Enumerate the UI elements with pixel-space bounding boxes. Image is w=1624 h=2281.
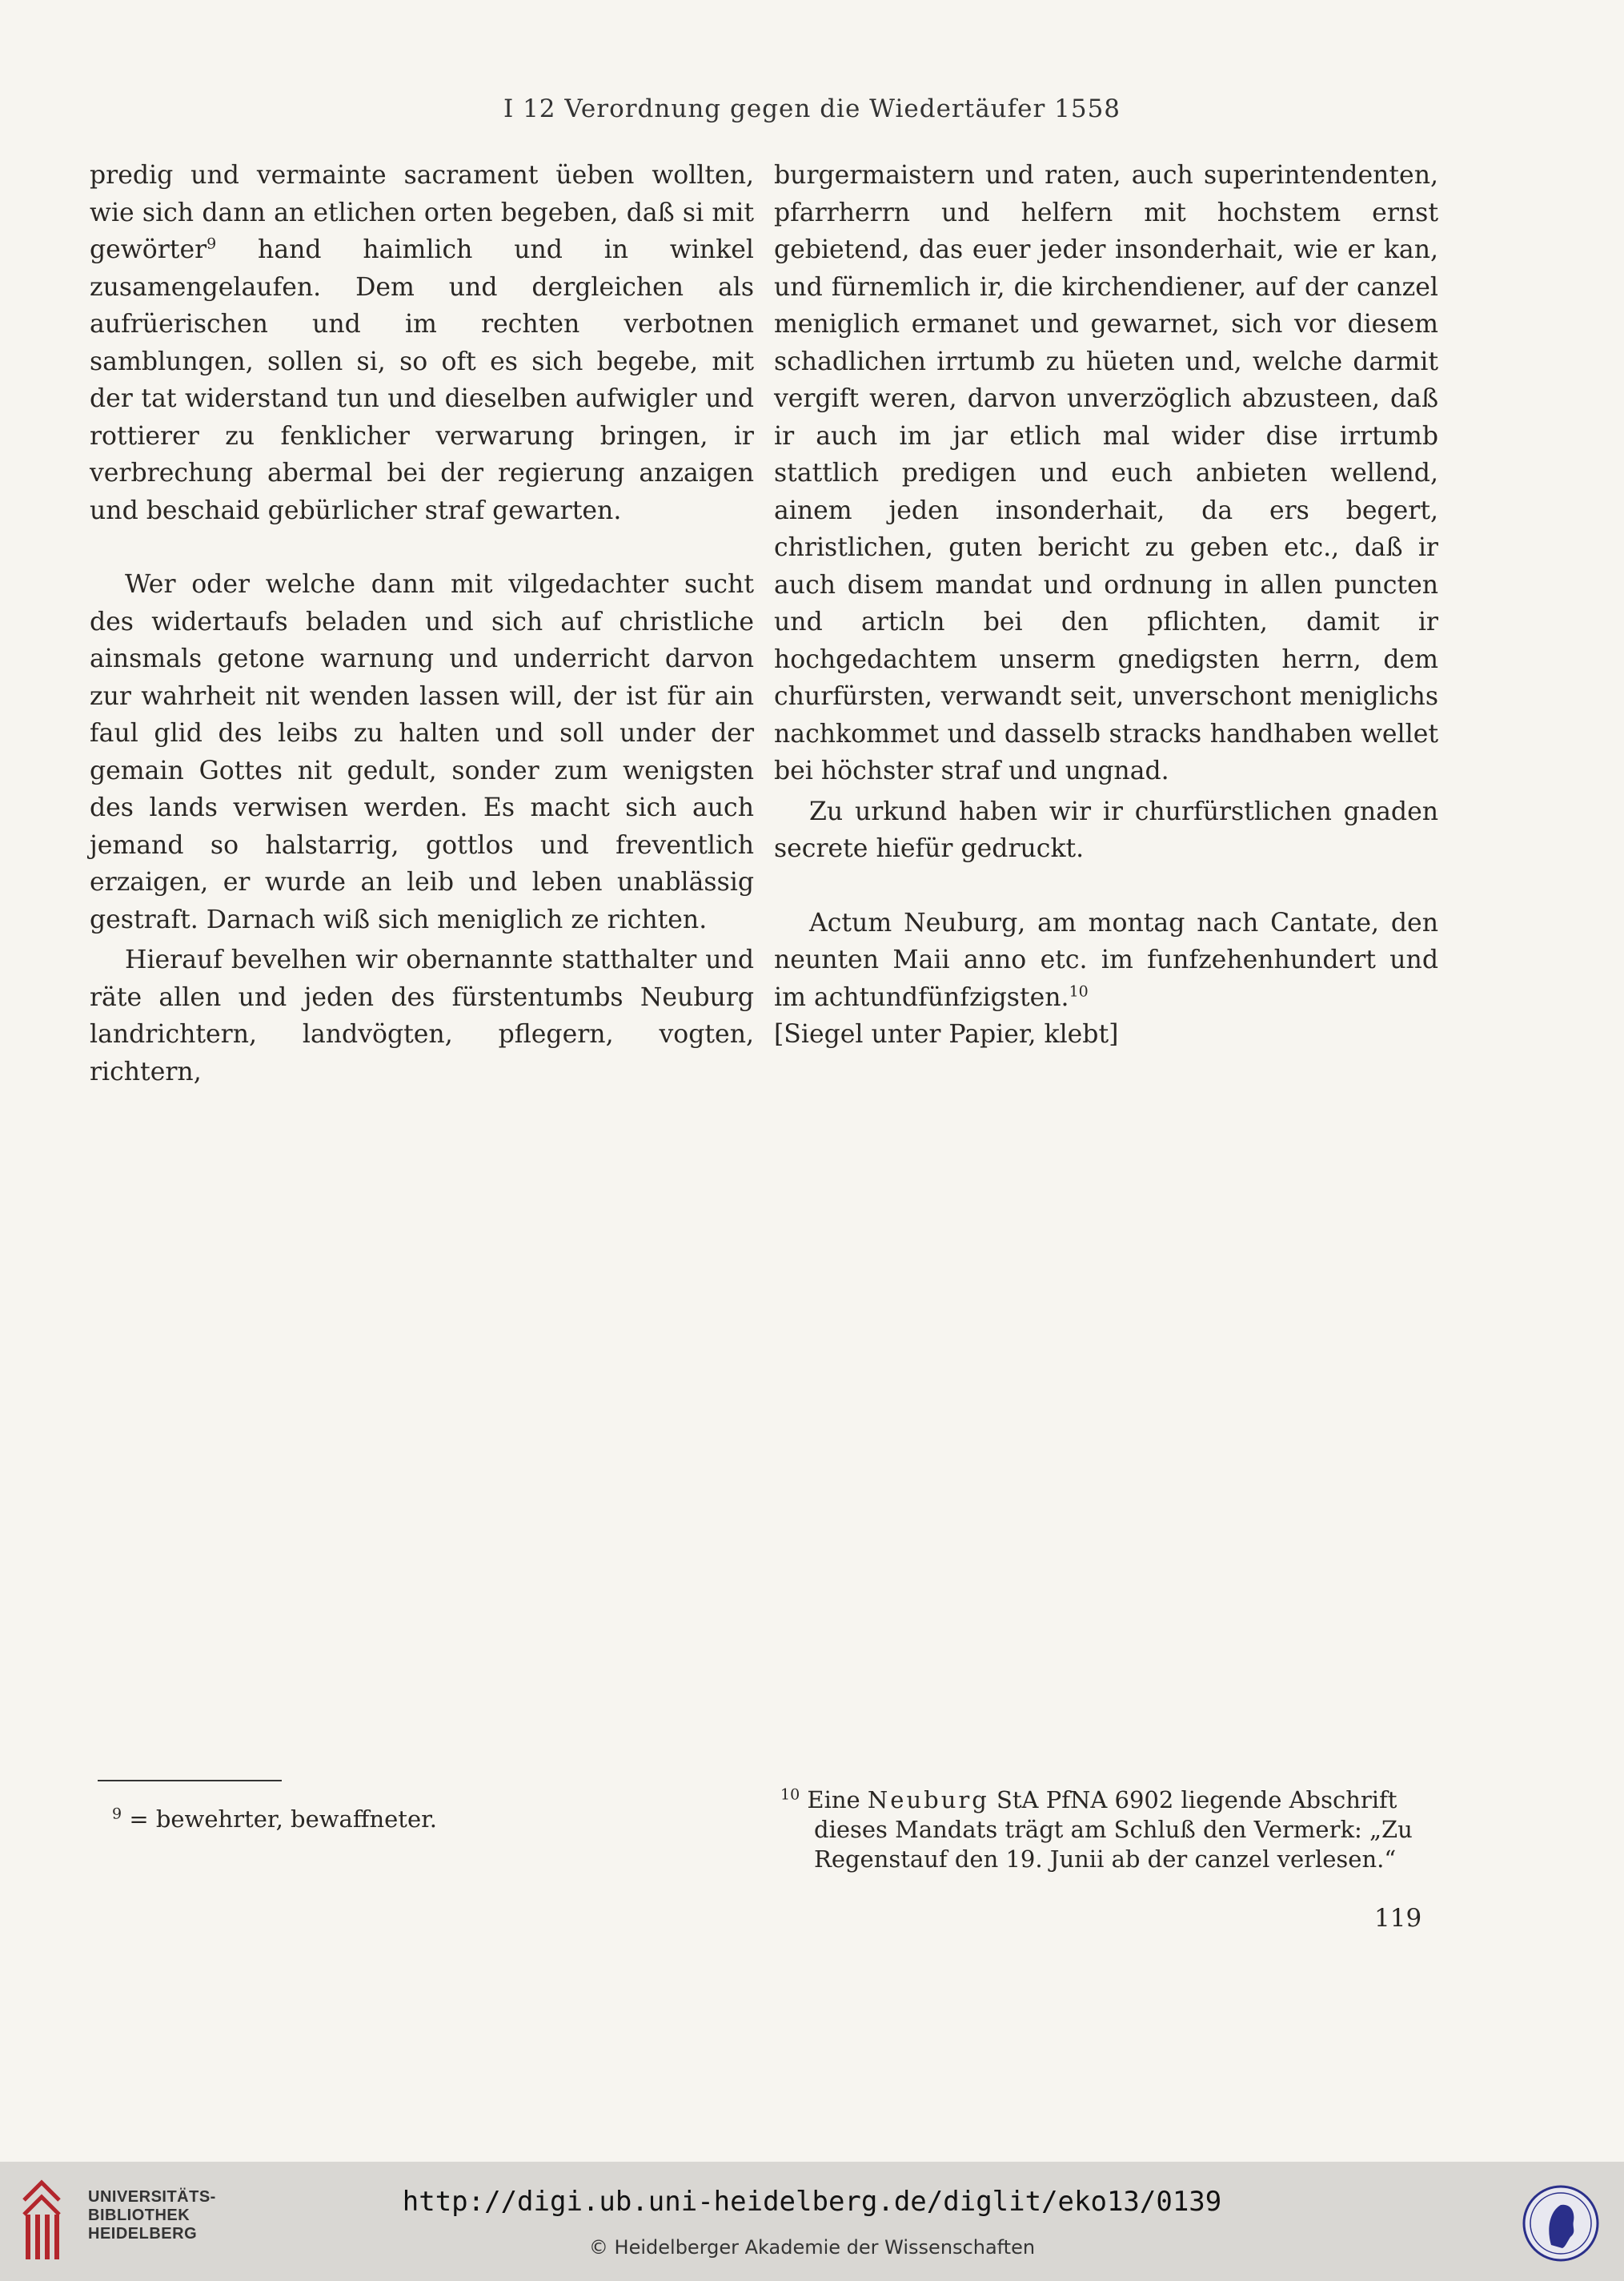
page-number: 119 xyxy=(1374,1904,1422,1933)
right-paragraph-4: [Siegel unter Papier, klebt] xyxy=(774,1020,1119,1049)
footnote-10: $^{10}$ Eine Neuburg StA PfNA 6902 liegende Abschrift dieses Mandats trägt am Schluß den Vermerk: „Zu Regenstauf den 19. Junii ab der canzel verlesen.“ xyxy=(780,1785,1413,1873)
academy-seal-icon xyxy=(1521,2179,1601,2267)
left-paragraph-3: Hierauf bevelhen wir obernannte statthalter und räte allen und jeden des fürstentumbs Neuburg landrichtern, landvögten, pflegern, vogten, richtern, xyxy=(90,946,754,1086)
permalink-url[interactable]: http://digi.ub.uni-heidelberg.de/diglit/eko13/0139 xyxy=(402,2186,1222,2218)
footer-bar xyxy=(0,2162,1624,2281)
footnote-rule xyxy=(98,1780,282,1781)
right-column xyxy=(774,157,1438,1054)
footnote-ref-9: 9 xyxy=(207,235,217,253)
library-logo-text: UNIVERSITÄTS- BIBLIOTHEK HEIDELBERG xyxy=(88,2188,216,2243)
right-paragraph-3: Actum Neuburg, am montag nach Cantate, den neunten Maii anno etc. im funfzehenhundert und im achtundfünfzigsten.$^{10}$ xyxy=(774,908,1438,1012)
right-paragraph-2: Zu urkund haben wir ir churfürstlichen gnaden secrete hiefür gedruckt. xyxy=(774,797,1438,863)
running-title: I 12 Verordnung gegen die Wiedertäufer 1558 xyxy=(503,94,1121,123)
footnote-ref-10: 10 xyxy=(1069,982,1089,1000)
footnote-9: $^9$ = bewehrter, bewaffneter. xyxy=(112,1805,438,1833)
left-column xyxy=(90,157,754,1090)
right-paragraph-1: burgermaistern und raten, auch superintendenten, pfarrherrn und helfern mit hochstem ernst gebietend, das euer jeder insonderhait, wie er kan, und fürnemlich ir, die kirchendiener, auf der canzel meniglich ermanet und gewarnet, sich vor diesem schadlichen irrtumb zu hüeten und, welche darmit vergift weren, darvon unverzöglich abzusteen, daß ir auch im jar etlich mal wider dise irrtumb stattlich predigen und euch anbieten wellend, ainem jeden insonderhait, da ers begert, christlichen, guten bericht zu geben etc., daß ir auch disem mandat und ordnung in allen puncten und articln bei den pflichten, damit ir hochgedachtem unserm gnedigsten herrn, dem churfürsten, verwandt seit, unverschont meniglichs nachkommet und dasselb stracks handhaben wellet bei höchster straf und ungnad. xyxy=(774,161,1438,785)
left-paragraph-2: Wer oder welche dann mit vilgedachter sucht des widertaufs beladen und sich auf christliche ainsmals getone warnung und underricht darvon zur wahrheit nit wenden lassen will, der ist für ain faul glid des leibs zu halten und soll under der gemain Gottes nit gedult, sonder zum wenigsten des lands verwisen werden. Es macht sich auch jemand so halstarrig, gottlos und freventlich erzaigen, er wurde an leib und leben unablässig gestraft. Darnach wiß sich meniglich ze richten. xyxy=(90,570,754,934)
copyright-notice: © Heidelberger Akademie der Wissenschaften xyxy=(588,2236,1036,2259)
left-paragraph-1: predig und vermainte sacrament üeben wollten, wie sich dann an etlichen orten begeben, daß si mit gewörter$^9$ hand haimlich und in winkel zusamengelaufen. Dem und dergleichen als aufrüerischen und im rechten verbotnen samblungen, sollen si, so oft es sich begebe, mit der tat widerstand tun und dieselben aufwigler und rottierer zu fenklicher verwarung bringen, ir verbrechung abermal bei der regierung anzaigen und beschaid gebürlicher straf gewarten. xyxy=(90,161,754,525)
